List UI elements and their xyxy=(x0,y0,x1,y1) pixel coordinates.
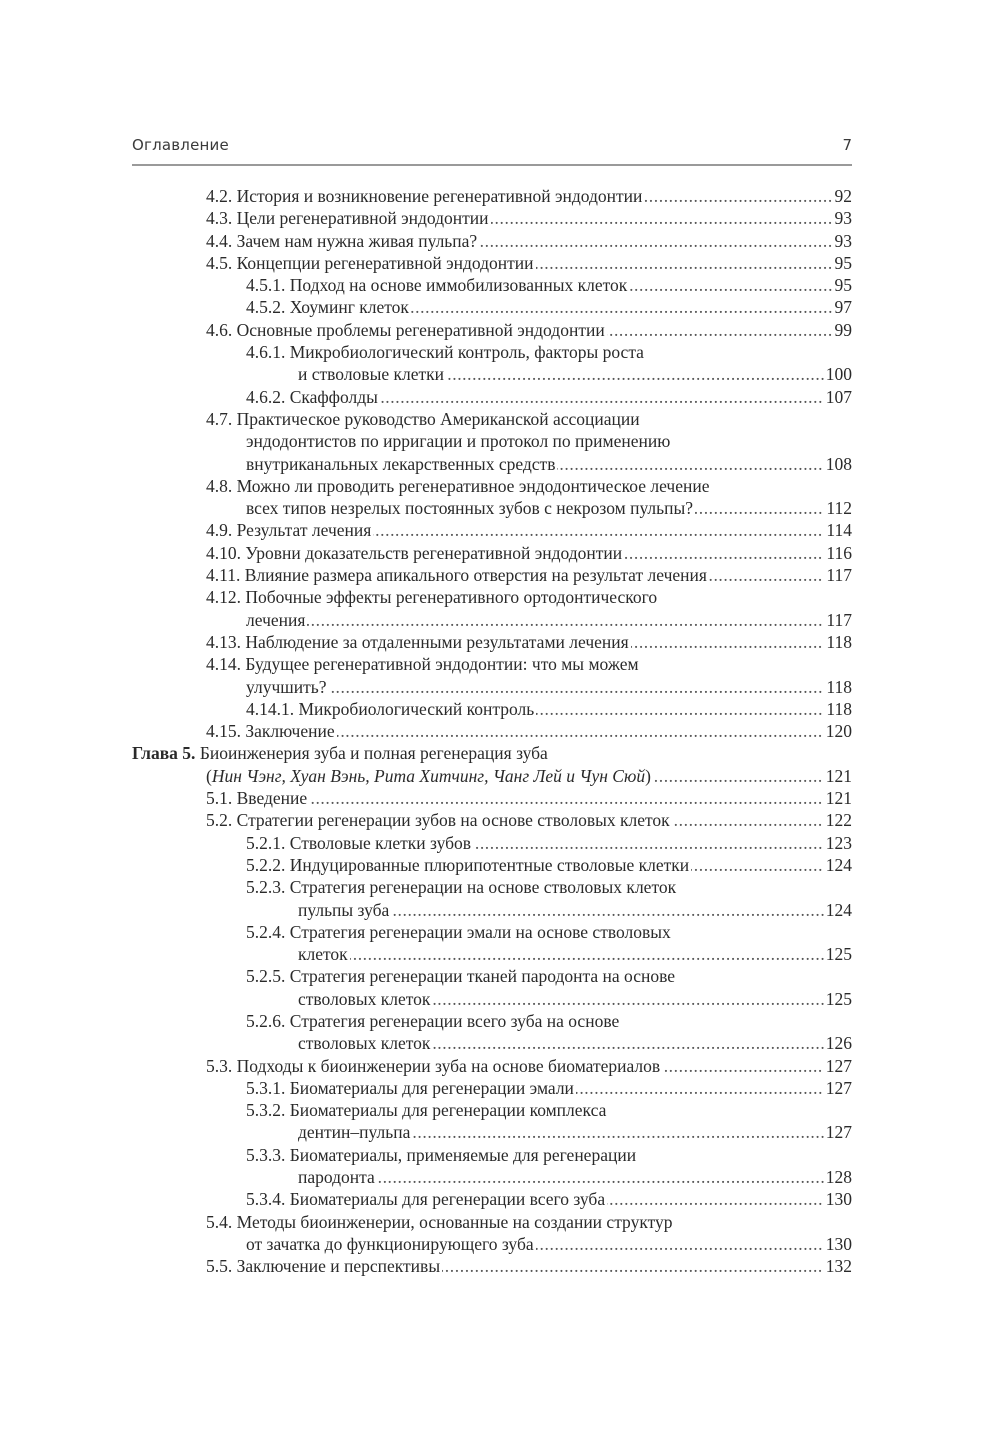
chapter-authors: Нин Чэнг, Хуан Вэнь, Рита Хитчинг, Чанг Лей и Чун Сюй xyxy=(211,765,646,786)
toc-entry-title: улучшить? xyxy=(246,676,327,697)
toc-entry-title: всех типов незрелых постоянных зубов с некрозом пульпы? xyxy=(246,498,694,519)
toc-entry-title: 4.3. Цели регенеративной эндодонтии xyxy=(206,208,489,229)
toc-entry[interactable] xyxy=(0,230,1000,252)
toc-entry[interactable] xyxy=(0,363,1000,385)
toc-entry-title: 5.2.1. Стволовые клетки зубов xyxy=(246,832,472,853)
toc-entry-title: пульпы зуба xyxy=(298,899,390,920)
toc-entry[interactable] xyxy=(0,319,1000,341)
toc-entry[interactable] xyxy=(0,653,1000,675)
toc-entry[interactable] xyxy=(0,854,1000,876)
toc-entry[interactable] xyxy=(0,542,1000,564)
toc-page-number: 95 xyxy=(834,252,852,273)
toc-page-number: 100 xyxy=(825,364,852,385)
toc-entry[interactable] xyxy=(0,1121,1000,1143)
toc-entry[interactable] xyxy=(0,720,1000,742)
toc-entry-title: 4.6.2. Скаффолды xyxy=(246,386,378,407)
toc-entry[interactable] xyxy=(0,1032,1000,1054)
toc-page-number: 92 xyxy=(834,186,852,206)
toc-entry-title: 4.11. Влияние размера апикального отверстия на результат лечения xyxy=(206,565,707,586)
toc-entry[interactable] xyxy=(0,274,1000,296)
toc-entry-title: стволовых клеток xyxy=(298,1033,431,1054)
toc-entry[interactable] xyxy=(0,988,1000,1010)
toc-entry-title: 4.14. Будущее регенеративной эндодонтии: что мы можем xyxy=(206,654,639,675)
toc-chapter-5-heading[interactable] xyxy=(0,742,1000,764)
toc-entry-title: и стволовые клетки xyxy=(298,364,444,385)
toc-page-number: 107 xyxy=(825,386,852,407)
toc-page-number: 130 xyxy=(825,1233,852,1254)
table-of-contents xyxy=(0,185,1000,1278)
toc-chapter-4-entries xyxy=(0,185,1000,742)
toc-entry[interactable] xyxy=(0,787,1000,809)
toc-entry-title: 5.3.4. Биоматериалы для регенерации всего зуба xyxy=(246,1189,606,1210)
toc-entry[interactable] xyxy=(0,1211,1000,1233)
toc-entry[interactable] xyxy=(0,497,1000,519)
toc-entry-title: 4.8. Можно ли проводить регенеративное эндодонтическое лечение xyxy=(206,475,710,496)
toc-entry[interactable] xyxy=(0,1255,1000,1277)
toc-entry[interactable] xyxy=(0,1166,1000,1188)
toc-page-number: 120 xyxy=(825,721,852,742)
toc-entry[interactable] xyxy=(0,1099,1000,1121)
toc-entry-title: 4.10. Уровни доказательств регенеративной эндодонтии xyxy=(206,542,623,563)
toc-entry-title: 4.5. Концепции регенеративной эндодонтии xyxy=(206,252,534,273)
toc-entry[interactable] xyxy=(0,1188,1000,1210)
toc-entry[interactable] xyxy=(0,1010,1000,1032)
toc-entry-title: 5.4. Методы биоинженерии, основанные на создании структур xyxy=(206,1211,673,1232)
toc-entry[interactable] xyxy=(0,876,1000,898)
toc-entry[interactable] xyxy=(0,1055,1000,1077)
toc-entry-title: 4.2. История и возникновение регенеративной эндодонтии xyxy=(206,186,643,206)
toc-entry-title: 5.3.2. Биоматериалы для регенерации комплекса xyxy=(246,1100,607,1121)
toc-entry-title: пародонта xyxy=(298,1167,375,1188)
toc-entry-title: 5.3.3. Биоматериалы, применяемые для регенерации xyxy=(246,1144,637,1165)
toc-page-number: 118 xyxy=(826,676,852,697)
toc-entry[interactable] xyxy=(0,676,1000,698)
toc-entry[interactable] xyxy=(0,1077,1000,1099)
toc-entry-title: 5.2.3. Стратегия регенерации на основе стволовых клеток xyxy=(246,877,677,898)
toc-entry-title: 4.7. Практическое руководство Американской ассоциации xyxy=(206,408,640,429)
toc-entry-title: 4.9. Результат лечения xyxy=(206,520,372,541)
toc-entry-title: 4.5.1. Подход на основе иммобилизованных клеток xyxy=(246,275,628,296)
toc-entry[interactable] xyxy=(0,631,1000,653)
toc-entry-title: от зачатка до функционирующего зуба xyxy=(246,1233,534,1254)
toc-page-number: 117 xyxy=(826,565,852,586)
toc-page-number: 123 xyxy=(825,832,852,853)
toc-entry[interactable] xyxy=(0,564,1000,586)
toc-entry[interactable] xyxy=(0,408,1000,430)
toc-page-number: 99 xyxy=(834,319,852,340)
toc-entry-title: 5.2.2. Индуцированные плюрипотентные стволовые клетки xyxy=(246,854,690,875)
toc-page-number: 124 xyxy=(825,854,852,875)
toc-entry[interactable] xyxy=(0,519,1000,541)
dot-leader xyxy=(298,943,852,965)
toc-page-number: 118 xyxy=(826,631,852,652)
toc-entry-title: 5.2.5. Стратегия регенерации тканей пародонта на основе xyxy=(246,966,676,987)
toc-entry[interactable] xyxy=(0,453,1000,475)
toc-chapter-5-entries xyxy=(0,787,1000,1278)
toc-entry[interactable] xyxy=(0,698,1000,720)
toc-page-number: 117 xyxy=(826,609,852,630)
toc-entry[interactable] xyxy=(0,475,1000,497)
toc-page-number: 93 xyxy=(834,208,852,229)
toc-entry[interactable] xyxy=(0,207,1000,229)
toc-entry-title: 4.15. Заключение xyxy=(206,721,335,742)
toc-entry[interactable] xyxy=(0,609,1000,631)
toc-entry[interactable] xyxy=(0,252,1000,274)
toc-entry[interactable] xyxy=(0,430,1000,452)
toc-entry-title: стволовых клеток xyxy=(298,988,431,1009)
toc-entry-title: 5.3. Подходы к биоинженерии зуба на основе биоматериалов xyxy=(206,1055,661,1076)
header-rule xyxy=(132,164,852,166)
toc-page-number: 127 xyxy=(825,1055,852,1076)
toc-entry-title: 4.6.1. Микробиологический контроль, факторы роста xyxy=(246,342,644,363)
toc-entry-title: лечения xyxy=(246,609,306,630)
toc-page-number: 116 xyxy=(826,542,852,563)
toc-page-number: 108 xyxy=(825,453,852,474)
toc-entry-title: дентин–пульпа xyxy=(298,1122,411,1143)
toc-entry-title: 4.5.2. Хоуминг клеток xyxy=(246,297,409,318)
dot-leader xyxy=(246,676,852,698)
toc-page-number: 95 xyxy=(834,275,852,296)
toc-entry[interactable] xyxy=(0,341,1000,363)
toc-page-number: 125 xyxy=(825,944,852,965)
toc-entry[interactable] xyxy=(0,899,1000,921)
chapter-label: Глава 5. xyxy=(132,743,196,764)
toc-entry[interactable] xyxy=(0,809,1000,831)
toc-page-number: 114 xyxy=(826,520,852,541)
toc-entry-title: 5.2.6. Стратегия регенерации всего зуба на основе xyxy=(246,1010,620,1031)
toc-page-number: 128 xyxy=(825,1167,852,1188)
toc-entry-title: 4.14.1. Микробиологический контроль xyxy=(246,698,535,719)
toc-page-number: 127 xyxy=(825,1122,852,1143)
toc-entry[interactable] xyxy=(0,296,1000,318)
toc-entry[interactable] xyxy=(0,921,1000,943)
toc-page-number: 126 xyxy=(825,1033,852,1054)
toc-page-number: 118 xyxy=(826,698,852,719)
toc-entry[interactable] xyxy=(0,1233,1000,1255)
toc-entry-title: эндодонтистов по ирригации и протокол по применению xyxy=(246,431,671,452)
toc-entry-title: 4.4. Зачем нам нужна живая пульпа? xyxy=(206,230,478,251)
toc-entry[interactable] xyxy=(0,586,1000,608)
toc-entry-title: внутриканальных лекарственных средств xyxy=(246,453,556,474)
toc-page-number: 124 xyxy=(825,899,852,920)
running-header xyxy=(132,134,852,158)
toc-page-number: 121 xyxy=(825,765,852,786)
toc-page-number: 130 xyxy=(825,1189,852,1210)
chapter-title: Биоинженерия зуба и полная регенерация зуба xyxy=(199,743,548,764)
toc-entry[interactable] xyxy=(0,185,1000,207)
toc-entry-title: 5.3.1. Биоматериалы для регенерации эмали xyxy=(246,1077,574,1098)
toc-page-number: 125 xyxy=(825,988,852,1009)
toc-entry-title: 4.13. Наблюдение за отдаленными результатами лечения xyxy=(206,631,629,652)
toc-entry[interactable] xyxy=(0,832,1000,854)
toc-entry-title: 5.2.4. Стратегия регенерации эмали на основе стволовых xyxy=(246,921,671,942)
toc-page-number: 112 xyxy=(826,498,852,519)
toc-entry[interactable] xyxy=(0,1144,1000,1166)
running-title: Оглавление xyxy=(132,136,229,154)
toc-entry-title: 4.6. Основные проблемы регенеративной эндодонтии xyxy=(206,319,605,340)
toc-page-number: 121 xyxy=(825,788,852,809)
toc-entry-title: 4.12. Побочные эффекты регенеративного ортодонтического xyxy=(206,587,658,608)
toc-page-number: 93 xyxy=(834,230,852,251)
toc-page-number: 122 xyxy=(825,810,852,831)
toc-chapter-5-authors[interactable]: (Нин Чэнг, Хуан Вэнь, Рита Хитчинг, Чанг Лей и Чун Сюй) ..... 121 xyxy=(0,765,1000,787)
toc-page-number: 127 xyxy=(825,1077,852,1098)
toc-entry-title: 5.5. Заключение и перспективы xyxy=(206,1256,441,1277)
toc-entry-title: 5.2. Стратегии регенерации зубов на основе стволовых клеток xyxy=(206,810,670,831)
toc-page-number: 132 xyxy=(825,1256,852,1277)
toc-entry[interactable] xyxy=(0,965,1000,987)
toc-entry[interactable] xyxy=(0,943,1000,965)
toc-page-number: 97 xyxy=(834,297,852,318)
dot-leader xyxy=(298,1166,852,1188)
toc-entry[interactable] xyxy=(0,386,1000,408)
dot-leader xyxy=(246,609,852,631)
toc-entry-title: 5.1. Введение xyxy=(206,788,308,809)
toc-entry-title: клеток xyxy=(298,944,348,965)
page-number: 7 xyxy=(842,136,852,154)
